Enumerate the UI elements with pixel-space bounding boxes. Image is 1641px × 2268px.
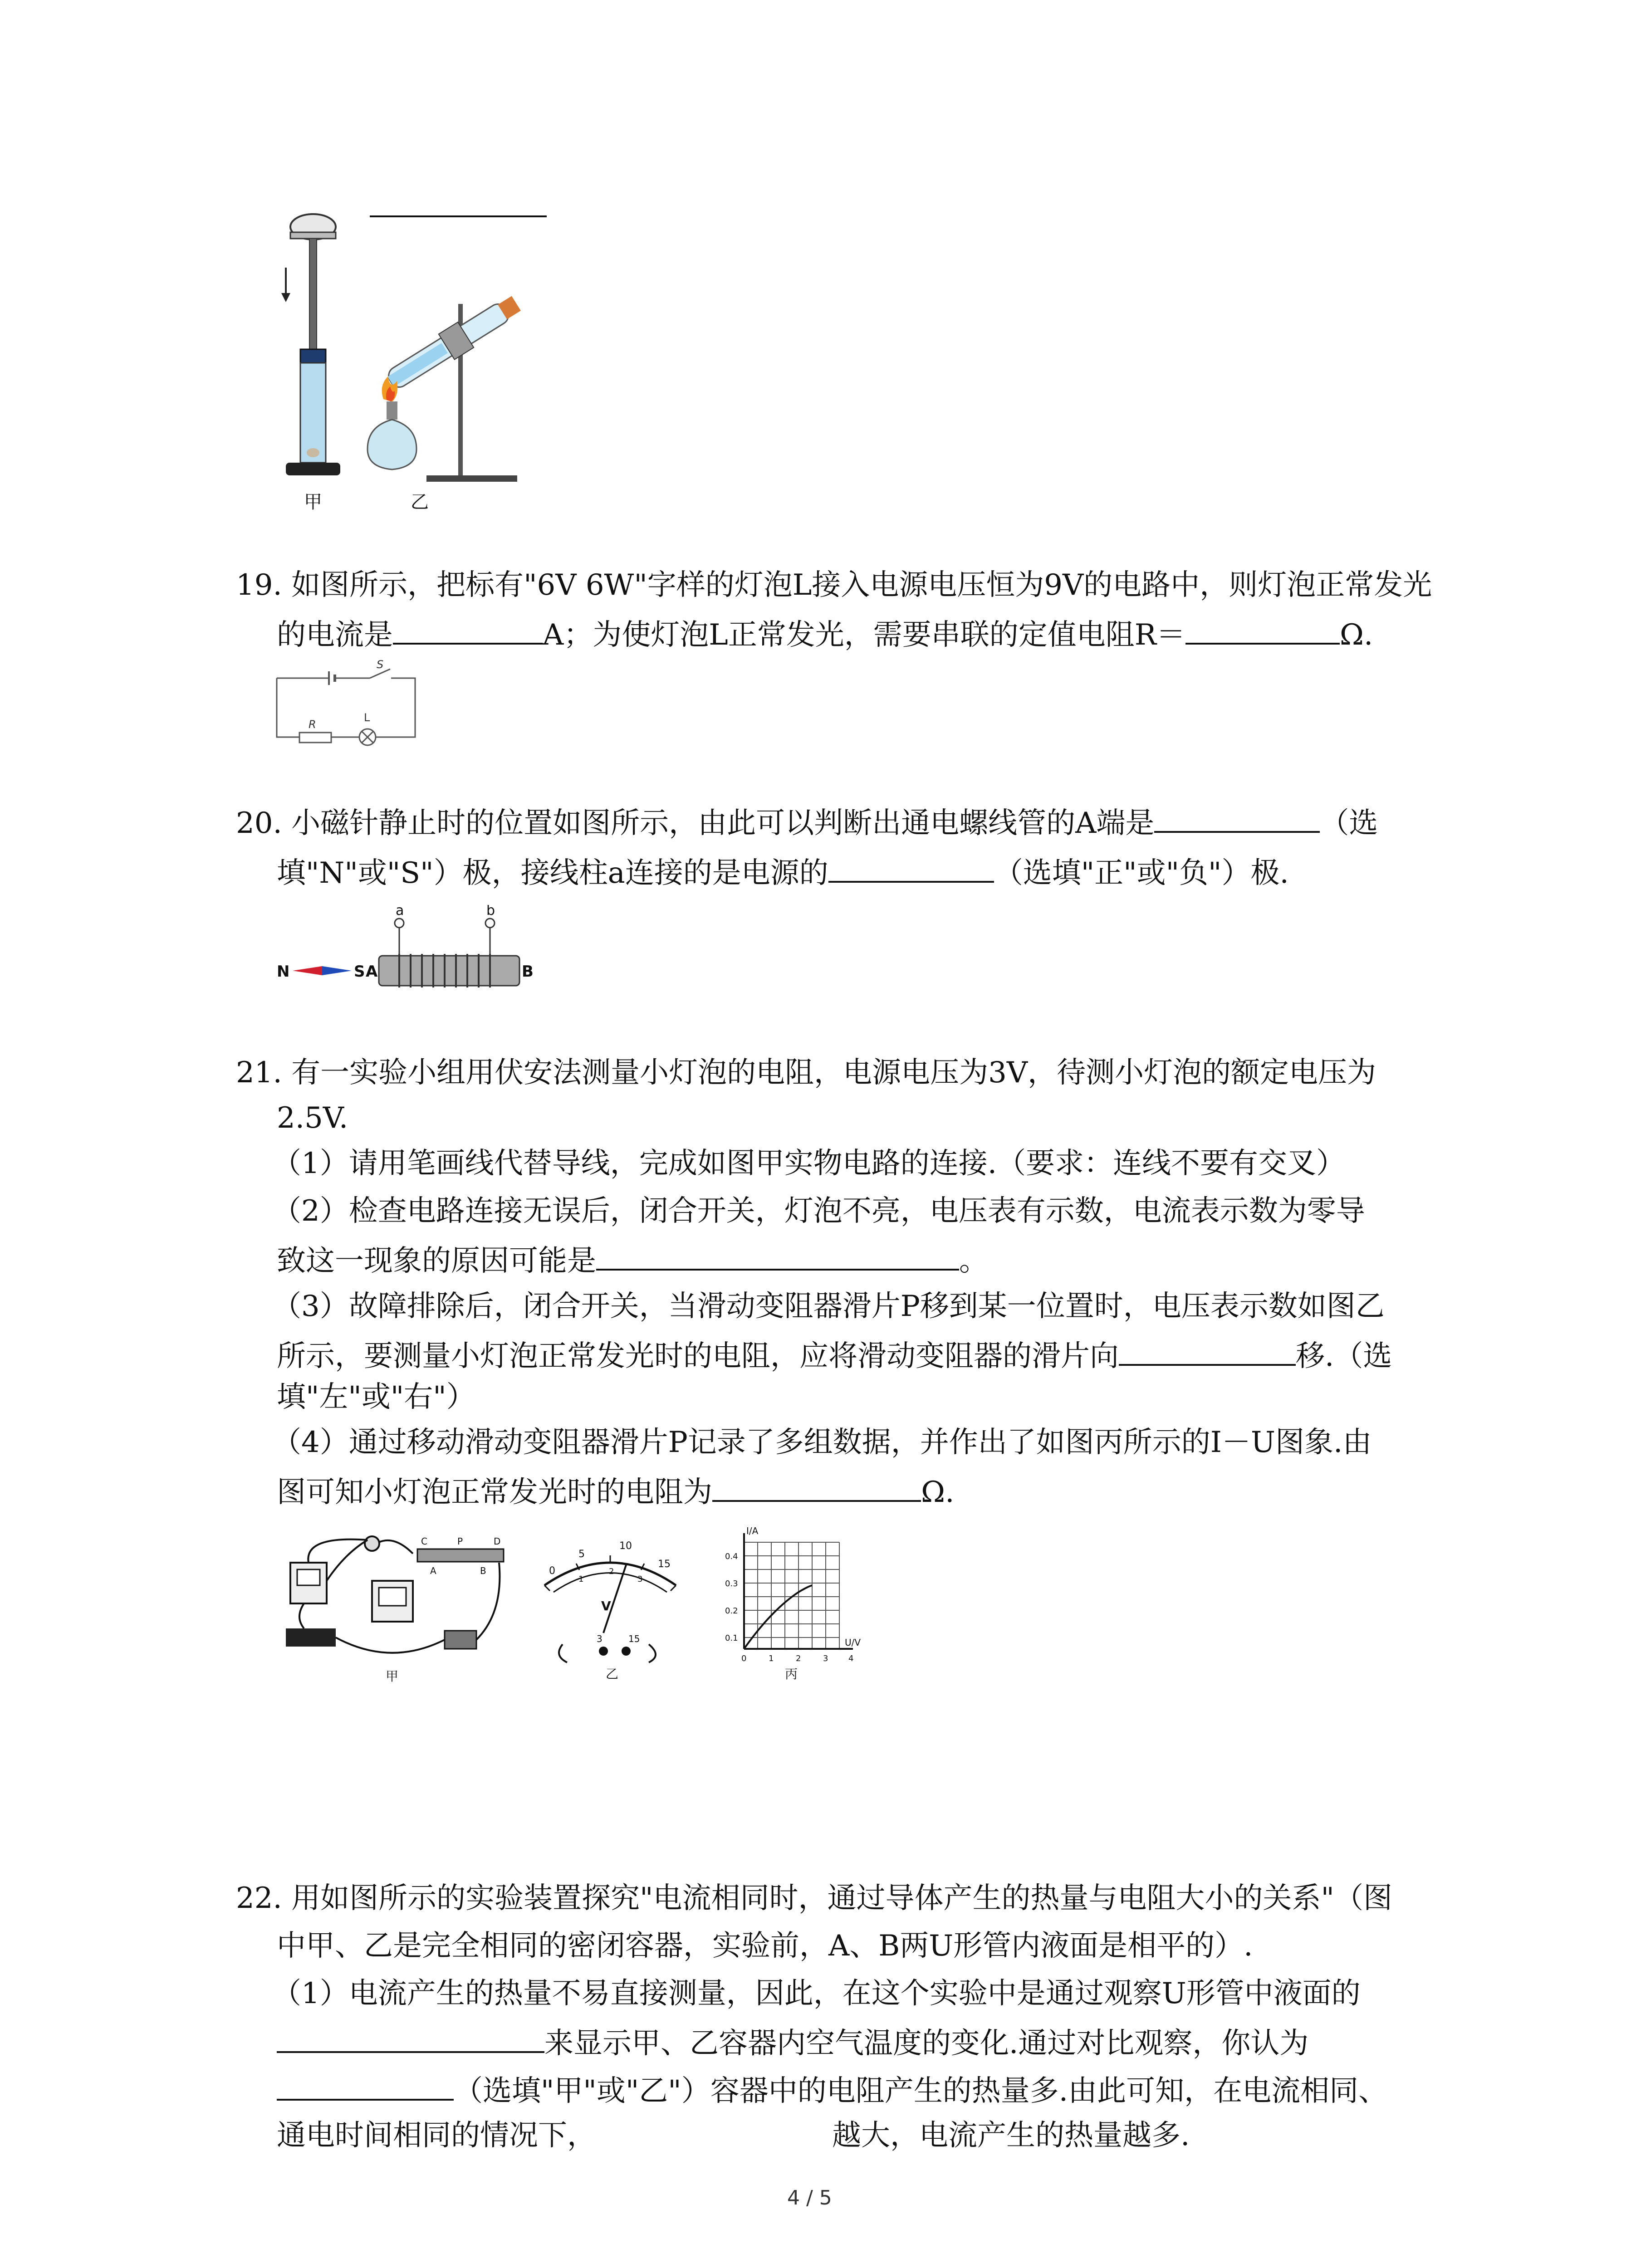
q20-solenoid-figure [277, 905, 540, 1000]
q21-part4-text-a: 图可知小灯泡正常发光时的电阻为 [277, 1476, 712, 1509]
meter-symbol: V [601, 1598, 611, 1613]
q21-line2 [277, 1100, 348, 1136]
dial-scale-0: 0 [549, 1565, 555, 1577]
needle-n-label: N [277, 963, 290, 981]
q22-line2 [277, 1928, 1253, 1964]
q21-part2-line2 [277, 1241, 988, 1279]
q22-container-blank[interactable] [277, 2071, 454, 2101]
q22-part1-line4 [277, 2117, 1190, 2154]
iu-curve [744, 1585, 812, 1649]
q19-line2 [277, 615, 1373, 653]
end-a-label: A [366, 963, 378, 981]
q21-part2-line1 [272, 1193, 1365, 1229]
end-b-label: B [522, 963, 534, 981]
q21-part3-line1 [272, 1288, 1385, 1325]
q21-part2-text-a: 致这一现象的原因可能是 [277, 1244, 596, 1278]
dial-scale-3: 3 [637, 1574, 643, 1584]
q19-line1-text: 19. 如图所示，把标有"6V 6W"字样的灯泡L接入电源电压恒为9V的电路中，则灯泡正常发光 [236, 568, 1432, 602]
q21-circuit-photo-jia [277, 1531, 531, 1685]
rheostat-terminal-a: A [430, 1565, 436, 1576]
q20-line2 [277, 853, 1289, 891]
page-number: 4 / 5 [787, 2186, 832, 2209]
q19-circuit-diagram [272, 660, 422, 751]
q22-liquid-level-blank[interactable] [277, 2023, 544, 2053]
q21-part3-line2 [277, 1336, 1392, 1374]
compression-syringe [281, 214, 340, 513]
q19-line2-text-a: 的电流是 [277, 618, 393, 652]
q21-part2-line1-text: （2）检查电路连接无误后，闭合开关，灯泡不亮，电压表有示数，电流表示数为零导 [272, 1194, 1365, 1228]
graph-xtick-2: 2 [796, 1654, 801, 1663]
q21-part2-text-b: 。 [959, 1244, 988, 1278]
bulb-icon [365, 1536, 379, 1551]
q22-part1-line4-text-a: 通电时间相同的情况下， [277, 2119, 596, 2152]
q19-line2-text-c: Ω. [1339, 618, 1373, 652]
rheostat-icon [417, 1549, 504, 1562]
rheostat-terminal-c: C [421, 1536, 427, 1547]
graph-ytick-1: 0.3 [725, 1579, 738, 1589]
q22-part1-line3 [277, 2071, 1387, 2109]
top-apparatus-figure [268, 213, 563, 522]
post-3-label: 3 [597, 1633, 603, 1644]
q21-line1-text: 21. 有一实验小组用伏安法测量小灯泡的电阻，电源电压为3V，待测小灯泡的额定电压为 [236, 1056, 1376, 1090]
dial-scale-10: 10 [619, 1540, 632, 1552]
label-jia: 甲 [304, 492, 322, 513]
fig-yi-label: 乙 [606, 1667, 619, 1681]
resistor-icon [299, 733, 331, 743]
fig-jia-label: 甲 [386, 1669, 399, 1684]
q20-terminal-blank[interactable] [828, 853, 994, 883]
post-15-label: 15 [628, 1633, 640, 1644]
dial-scale-2: 2 [609, 1567, 614, 1576]
q21-line2-text: 2.5V. [277, 1101, 348, 1135]
dial-scale-5: 5 [578, 1549, 585, 1560]
graph-xtick-0: 0 [741, 1654, 747, 1663]
q22-line2-text: 中甲、乙是完全相同的密闭容器，实验前，A、B两U形管内液面是相平的）. [277, 1929, 1253, 1963]
q21-part1 [272, 1145, 1345, 1182]
q21-resistance-blank[interactable] [712, 1472, 921, 1502]
q21-part3-line3-text: 填"左"或"右"） [277, 1380, 475, 1414]
q21-part4-text-b: Ω. [921, 1476, 955, 1509]
graph-grid [744, 1542, 839, 1649]
q20-pole-blank[interactable] [1154, 803, 1320, 833]
graph-ytick-3: 0.1 [725, 1633, 738, 1643]
label-yi: 乙 [411, 492, 429, 513]
switch-icon [445, 1631, 476, 1649]
q21-fault-blank[interactable] [596, 1241, 959, 1271]
compass-needle-icon [293, 966, 322, 975]
q22-part1-line2 [277, 2023, 1308, 2062]
q20-line1-text-b: （选 [1320, 807, 1378, 840]
rheostat-terminal-d: D [494, 1536, 501, 1547]
q19-line1 [236, 567, 1432, 603]
q21-part4-line1-text: （4）通过移动滑动变阻器滑片P记录了多组数据，并作出了如图丙所示的Ⅰ－U图象.由 [272, 1426, 1372, 1459]
rheostat-terminal-p: P [457, 1536, 463, 1547]
graph-xtick-1: 1 [769, 1654, 774, 1663]
resistor-label: R [309, 718, 316, 731]
graph-ytick-0: 0.4 [725, 1552, 738, 1561]
q22-part1-line3-text: （选填"甲"或"乙"）容器中的电阻产生的热量多.由此可知，在电流相同、 [454, 2074, 1388, 2108]
q21-part3-text-a: 所示，要测量小灯泡正常发光时的电阻，应将滑动变阻器的滑片向 [277, 1339, 1119, 1373]
lamp-label: L [364, 711, 370, 724]
q19-current-blank[interactable] [393, 615, 543, 645]
dial-scale-15: 15 [658, 1559, 671, 1570]
graph-ylabel: I/A [746, 1525, 759, 1536]
q19-resistance-blank[interactable] [1185, 615, 1340, 645]
q22-line1-text: 22. 用如图所示的实验装置探究"电流相同时，通过导体产生的热量与电阻大小的关系"（图 [236, 1882, 1392, 1915]
q19-line2-text-b: A；为使灯泡L正常发光，需要串联的定值电阻R＝ [543, 618, 1185, 652]
rheostat-terminal-b: B [480, 1565, 486, 1576]
post-b-label: b [486, 905, 495, 919]
q22-part1-line1 [272, 1975, 1361, 2012]
battery-box-icon [286, 1628, 336, 1647]
test-tube-setup [367, 291, 524, 513]
fig-bing-label: 丙 [785, 1667, 798, 1681]
q21-part4-line1 [272, 1424, 1372, 1461]
q22-part1-line2-text: 来显示甲、乙容器内空气温度的变化.通过对比观察，你认为 [544, 2027, 1309, 2060]
q21-voltmeter-dial-yi [535, 1531, 685, 1681]
q21-direction-blank[interactable] [1119, 1336, 1296, 1366]
q21-part4-line2 [277, 1472, 954, 1510]
q20-line1-text-a: 20. 小磁针静止时的位置如图所示，由此可以判断出通电螺线管的A端是 [236, 807, 1155, 840]
graph-ytick-2: 0.2 [725, 1606, 738, 1616]
post-a-label: a [396, 905, 404, 919]
q20-line2-text-b: （选填"正"或"负"）极. [994, 856, 1289, 890]
q21-part1-text: （1）请用笔画线代替导线，完成如图甲实物电路的连接.（要求：连线不要有交叉） [272, 1147, 1346, 1180]
q21-part3-line3 [277, 1379, 475, 1415]
q22-part1-line1-text: （1）电流产生的热量不易直接测量，因此，在这个实验中是通过观察U形管中液面的 [272, 1977, 1361, 2010]
dial-scale-1: 1 [578, 1574, 584, 1584]
q22-part1-line4-text-b: 越大，电流产生的热量越多. [832, 2119, 1190, 2152]
q20-line1 [236, 803, 1378, 841]
q21-iu-graph-bing [721, 1524, 885, 1687]
graph-xtick-3: 3 [823, 1654, 828, 1663]
q21-part3-line1-text: （3）故障排除后，闭合开关，当滑动变阻器滑片P移到某一位置时，电压表示数如图乙 [272, 1290, 1385, 1323]
switch-label: S [377, 660, 384, 671]
graph-xtick-4: 4 [848, 1654, 854, 1663]
q22-line1 [236, 1880, 1392, 1916]
graph-xlabel: U/V [845, 1637, 861, 1648]
q21-line1 [236, 1055, 1376, 1091]
q21-part3-text-b: 移.（选 [1296, 1339, 1392, 1373]
q20-line2-text-a: 填"N"或"S"）极，接线柱a连接的是电源的 [277, 856, 828, 890]
needle-s-label: S [354, 963, 365, 981]
